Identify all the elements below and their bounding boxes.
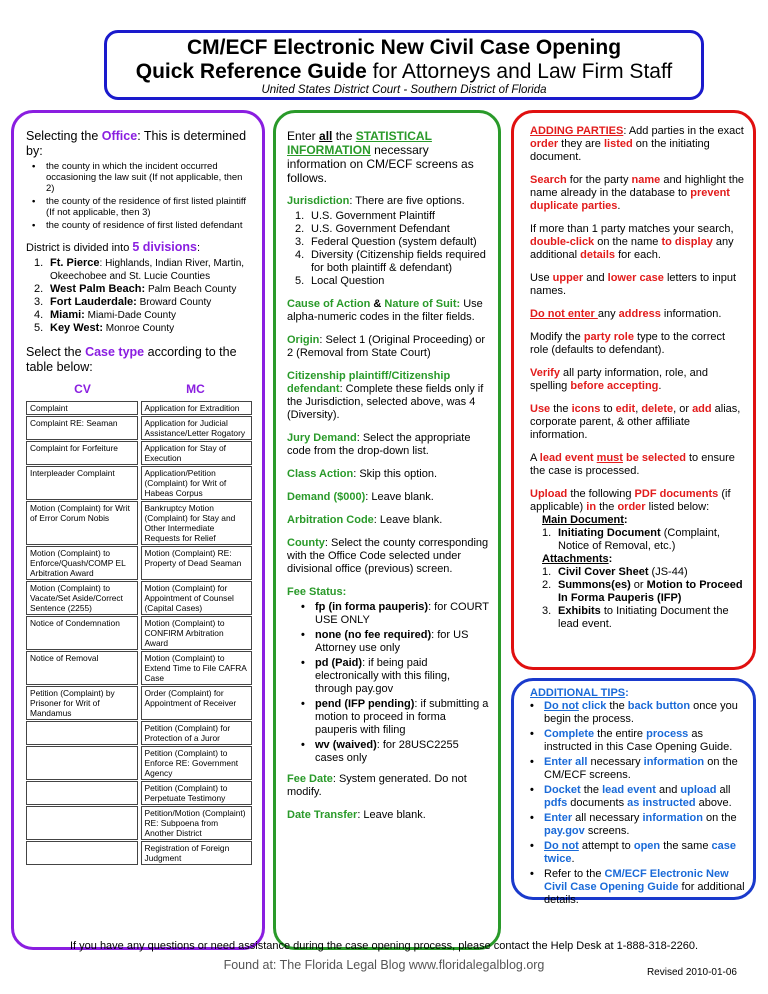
- citizenship-text: Citizenship plaintiff/Citizenship defendant: Complete these fields only if the Jurisdiction, selected above, was 4 (Diversity).: [287, 370, 484, 421]
- mc-cell: Application for Stay of Execution: [141, 441, 253, 465]
- case-type-table: [23, 400, 255, 866]
- tip-segment: all: [716, 784, 731, 796]
- fee-option: [301, 601, 490, 627]
- division-item: [34, 257, 252, 283]
- table-row: [26, 501, 252, 545]
- tip-segment: screens.: [584, 825, 630, 837]
- item-number: 1.: [34, 257, 44, 269]
- table-row: [26, 616, 252, 650]
- fee-code: wv (waived): [315, 739, 377, 751]
- tip-segment: the: [580, 784, 603, 796]
- tip-segment: the same: [660, 840, 712, 852]
- demand-text: Demand ($000): Leave blank.: [287, 491, 434, 503]
- page-title: CM/ECF Electronic New Civil Case Opening: [186, 36, 622, 59]
- list-item: • the county of the residence of first listed plaintiff (If not applicable, then 3): [32, 196, 252, 218]
- mc-header: MC: [186, 382, 205, 396]
- cv-cell: Motion (Complaint) to Enforce/Quash/COMP EL Arbitration Award: [26, 546, 138, 580]
- table-row: [26, 721, 252, 745]
- additional-tips-panel: [511, 678, 756, 906]
- cv-cell: [26, 841, 138, 865]
- court-name: United States District Court - Southern District of Florida: [261, 84, 547, 96]
- fee-option: [301, 629, 490, 655]
- tip-segment: .: [571, 853, 575, 865]
- main-document-list: [542, 527, 745, 553]
- attachment-item: [542, 566, 745, 579]
- page-subtitle: Quick Reference Guide for Attorneys and Law Firm Staff: [135, 60, 673, 83]
- item-number: 2.: [295, 223, 305, 235]
- tip-segment: upload: [680, 784, 717, 796]
- title-box: [104, 30, 704, 100]
- statistical-info-panel: [273, 110, 501, 950]
- cv-cell: Interpleader Complaint: [26, 466, 138, 500]
- office-case-type-panel: [11, 110, 265, 950]
- tip-item: [530, 700, 745, 726]
- case-type-intro: Select the Case type according to the table below:: [26, 345, 237, 374]
- division-counties: Monroe County: [102, 323, 175, 334]
- item-number: 2.: [542, 579, 552, 591]
- tip-segment: pdfs: [544, 797, 568, 809]
- date-transfer-text: Date Transfer: Leave blank.: [287, 809, 426, 821]
- icons-text: Use the icons to edit, delete, or add alias, corporate parent, & other affiliate information.: [530, 403, 741, 441]
- mc-cell: Order (Complaint) for Appointment of Receiver: [141, 686, 253, 720]
- jurisdiction-option: [295, 210, 490, 223]
- mc-cell: Application/Petition (Complaint) for Writ of Habeas Corpus: [141, 466, 253, 500]
- tip-segment: information: [642, 812, 703, 824]
- cv-cell: Complaint for Forfeiture: [26, 441, 138, 465]
- jurisdiction-option: [295, 236, 490, 249]
- jurisdiction-label: Jurisdiction: There are five options.: [287, 195, 465, 207]
- tip-segment: Complete: [544, 728, 595, 740]
- tips-list: [530, 700, 745, 907]
- attachment-name: Exhibits: [558, 605, 601, 617]
- division-item: [34, 309, 252, 322]
- tip-segment: CM/ECF Electronic New Civil Case Opening Guide: [544, 868, 729, 893]
- division-name: Ft. Pierce: [50, 257, 100, 269]
- tip-segment: attempt to: [578, 840, 634, 852]
- attachments-label: Attachments:: [542, 553, 613, 565]
- tip-segment: the: [606, 700, 628, 712]
- tip-segment: Enter: [544, 812, 573, 824]
- adding-parties-text: ADDING PARTIES: Add parties in the exact order they are listed on the initiating document.: [530, 125, 744, 163]
- table-row: [26, 441, 252, 465]
- document-note: (Complaint, Notice of Removal, etc.): [558, 527, 720, 552]
- office-intro: Selecting the Office: This is determined by:: [26, 129, 247, 158]
- cv-cell: [26, 781, 138, 805]
- item-number: 3.: [34, 296, 44, 308]
- origin-text: Origin: Select 1 (Original Proceeding) or 2 (Removal from State Court): [287, 334, 486, 359]
- table-row: [26, 806, 252, 840]
- table-row: [26, 546, 252, 580]
- item-number: 1.: [542, 566, 552, 578]
- tip-segment: on the: [702, 812, 737, 824]
- tip-item: [530, 756, 745, 782]
- fee-date-text: Fee Date: System generated. Do not modify.: [287, 773, 467, 798]
- tip-segment: as instructed in this Case Opening Guide.: [544, 728, 733, 753]
- attachment-note: to Initiating Document the lead event.: [558, 605, 729, 630]
- table-row: [26, 746, 252, 780]
- tip-segment: the entire: [594, 728, 647, 740]
- jury-demand-text: Jury Demand: Select the appropriate code from the drop-down list.: [287, 432, 471, 457]
- table-row: [26, 841, 252, 865]
- jurisdiction-option: [295, 249, 490, 275]
- division-name: West Palm Beach:: [50, 283, 146, 295]
- table-row: [26, 401, 252, 415]
- cv-cell: [26, 806, 138, 840]
- attachment-name: Summons(es): [558, 579, 631, 591]
- divisions-heading: District is divided into 5 divisions:: [26, 240, 201, 254]
- list-item: • the county of residence of first listed defendant: [32, 220, 252, 231]
- division-item: [34, 296, 252, 309]
- fee-description: : for COURT USE ONLY: [315, 601, 489, 626]
- mc-cell: Petition/Motion (Complaint) RE: Subpoena from Another District: [141, 806, 253, 840]
- fee-code: fp (in forma pauperis): [315, 601, 429, 613]
- mc-cell: Motion (Complaint) to Extend Time to File CAFRA Case: [141, 651, 253, 685]
- main-document-section: [542, 514, 745, 631]
- attachments-list: [542, 566, 745, 631]
- revision-date: Revised 2010-01-06: [646, 967, 737, 978]
- cv-cell: Notice of Condemnation: [26, 616, 138, 650]
- tip-segment: pay.gov: [544, 825, 585, 837]
- tip-segment: click: [581, 700, 607, 712]
- tip-segment: Do not: [544, 700, 579, 712]
- option-text: Diversity (Citizenship fields required for both plaintiff & defendant): [311, 249, 486, 274]
- fee-description: : for 28USC2255 cases only: [315, 739, 459, 764]
- mc-cell: Motion (Complaint) for Appointment of Counsel (Capital Cases): [141, 581, 253, 615]
- tip-item: [530, 812, 745, 838]
- fee-option: [301, 698, 490, 737]
- item-number: 5.: [295, 275, 305, 287]
- fee-status-list: [301, 601, 490, 765]
- tip-segment: Refer to the: [544, 868, 605, 880]
- source-credit: Found at: The Florida Legal Blog www.floridalegalblog.org: [223, 958, 545, 972]
- tip-segment: Docket: [544, 784, 581, 796]
- table-row: [26, 651, 252, 685]
- main-document-label: Main Document:: [542, 514, 628, 526]
- tip-segment: necessary: [587, 756, 644, 768]
- fee-code: pd (Paid): [315, 657, 363, 669]
- division-item: [34, 283, 252, 296]
- tip-segment: all necessary: [572, 812, 643, 824]
- attachment-name: Motion to Proceed In Forma Pauperis (IFP): [558, 579, 743, 604]
- tip-segment: Do not: [544, 840, 579, 852]
- mc-cell: Bankruptcy Motion (Complaint) for Stay and Other Intermediate Requests for Relief: [141, 501, 253, 545]
- tip-segment: and: [655, 784, 681, 796]
- tip-segment: case twice: [544, 840, 736, 865]
- division-name: Fort Lauderdale:: [50, 296, 137, 308]
- document-name: Initiating Document: [558, 527, 661, 539]
- item-number: 3.: [542, 605, 552, 617]
- upload-text: Upload the following PDF documents (if applicable) in the order listed below:: [530, 488, 731, 513]
- fee-option: [301, 739, 490, 765]
- double-click-text: If more than 1 party matches your search, double-click on the name to display any additional details for each.: [530, 223, 734, 261]
- fee-description: : for US Attorney use only: [315, 629, 469, 654]
- verify-text: Verify all party information, role, and spelling before accepting.: [530, 367, 708, 392]
- cv-cell: Notice of Removal: [26, 651, 138, 685]
- county-text: County: Select the county corresponding with the Office Code selected under divisional office (previous) screen.: [287, 537, 489, 575]
- mc-cell: Petition (Complaint) to Enforce RE: Government Agency: [141, 746, 253, 780]
- table-row: [26, 686, 252, 720]
- search-text: Search for the party name and highlight the name already in the database to prevent duplicate parties.: [530, 174, 745, 212]
- tip-item: [530, 784, 745, 810]
- table-row: [26, 781, 252, 805]
- arbitration-text: Arbitration Code: Leave blank.: [287, 514, 443, 526]
- mc-cell: Registration of Foreign Judgment: [141, 841, 253, 865]
- attachment-note: (JS-44): [648, 566, 688, 578]
- cv-cell: Complaint: [26, 401, 138, 415]
- division-name: Miami:: [50, 309, 85, 321]
- table-row: [26, 466, 252, 500]
- tip-segment: once you begin the process.: [544, 700, 738, 725]
- mc-cell: Motion (Complaint) RE: Property of Dead Seaman: [141, 546, 253, 580]
- cv-cell: Motion (Complaint) for Writ of Error Corum Nobis: [26, 501, 138, 545]
- attachment-item: [542, 605, 745, 631]
- jurisdiction-option: [295, 223, 490, 236]
- list-item: • the county in which the incident occurred occasioning the law suit (If not applicable, then 2): [32, 161, 252, 194]
- option-text: U.S. Government Plaintiff: [311, 210, 435, 222]
- tip-segment: information: [643, 756, 705, 768]
- party-role-text: Modify the party role type to the correct role (defaults to defendant).: [530, 331, 726, 356]
- class-action-text: Class Action: Skip this option.: [287, 468, 438, 480]
- item-number: 1.: [295, 210, 305, 222]
- tip-segment: back button: [627, 700, 691, 712]
- tip-segment: process: [646, 728, 689, 740]
- jurisdiction-list: [295, 210, 490, 288]
- lead-event-text: A lead event must be selected to ensure the case is processed.: [530, 452, 735, 477]
- division-name: Key West:: [50, 322, 103, 334]
- division-counties: Palm Beach County: [145, 284, 237, 295]
- tip-segment: open: [633, 840, 661, 852]
- item-number: 4.: [295, 249, 305, 261]
- tip-segment: documents: [567, 797, 628, 809]
- item-number: 2.: [34, 283, 44, 295]
- case-type-headers: [26, 383, 252, 396]
- divisions-list: [34, 257, 252, 335]
- tip-segment: as instructed: [627, 797, 696, 809]
- case-text: Use upper and lower case letters to input names.: [530, 272, 737, 297]
- help-desk-footer: If you have any questions or need assistance during the case opening process, please contact the Help Desk at 1-888-318-2260.: [69, 940, 698, 952]
- attachment-item: [542, 579, 745, 605]
- mc-cell: Application for Judicial Assistance/Letter Rogatory: [141, 416, 253, 440]
- mc-cell: Petition (Complaint) to Perpetuate Testimony: [141, 781, 253, 805]
- address-text: Do not enter any address information.: [530, 308, 722, 320]
- office-criteria-list: [32, 161, 252, 231]
- fee-description: : if submitting a motion to proceed in forma pauperis with filing: [315, 698, 489, 736]
- fee-description: : if being paid electronically with this filing, through pay.gov: [315, 657, 451, 695]
- division-item: [34, 322, 252, 335]
- cv-cell: Motion (Complaint) to Vacate/Set Aside/Correct Sentence (2255): [26, 581, 138, 615]
- mc-cell: Application for Extradition: [141, 401, 253, 415]
- jurisdiction-option: [295, 275, 490, 288]
- stat-intro: Enter all the STATISTICAL INFORMATION necessary information on CM/ECF screens as follows.: [287, 129, 474, 185]
- option-text: Local Question: [311, 275, 385, 287]
- tips-title: ADDITIONAL TIPS:: [530, 687, 629, 699]
- attachment-name: Civil Cover Sheet: [558, 566, 649, 578]
- item-number: 3.: [295, 236, 305, 248]
- option-text: Federal Question (system default): [311, 236, 477, 248]
- tip-segment: on the CM/ECF screens.: [544, 756, 738, 781]
- mc-cell: Petition (Complaint) for Protection of a Juror: [141, 721, 253, 745]
- table-row: [26, 416, 252, 440]
- main-document-item: [542, 527, 745, 553]
- fee-status-label: Fee Status:: [287, 586, 347, 598]
- cv-cell: Complaint RE: Seaman: [26, 416, 138, 440]
- item-number: 5.: [34, 322, 44, 334]
- cv-cell: [26, 746, 138, 780]
- tip-segment: for additional details.: [544, 881, 745, 906]
- adding-parties-panel: [511, 110, 756, 670]
- item-number: 1.: [542, 527, 552, 539]
- cv-cell: Petition (Complaint) by Prisoner for Writ of Mandamus: [26, 686, 138, 720]
- fee-code: none (no fee required): [315, 629, 432, 641]
- division-counties: Miami-Dade County: [84, 310, 176, 321]
- item-number: 4.: [34, 309, 44, 321]
- mc-cell: Motion (Complaint) to CONFIRM Arbitration Award: [141, 616, 253, 650]
- division-counties: Broward County: [136, 297, 212, 308]
- cv-header: CV: [74, 382, 91, 396]
- tip-item: [530, 868, 745, 907]
- cv-cell: [26, 721, 138, 745]
- tip-segment: above.: [695, 797, 732, 809]
- table-row: [26, 581, 252, 615]
- tip-item: [530, 840, 745, 866]
- tip-item: [530, 728, 745, 754]
- cause-nature-text: Cause of Action & Nature of Suit: Use alpha-numeric codes in the filter fields.: [287, 298, 483, 323]
- fee-option: [301, 657, 490, 696]
- attachment-note: or: [630, 579, 647, 591]
- tip-segment: Enter all: [544, 756, 588, 768]
- option-text: U.S. Government Defendant: [311, 223, 450, 235]
- tip-segment: lead event: [602, 784, 656, 796]
- division-counties: : Highlands, Indian River, Martin, Okeechobee and St. Lucie Counties: [50, 258, 245, 282]
- fee-code: pend (IFP pending): [315, 698, 415, 710]
